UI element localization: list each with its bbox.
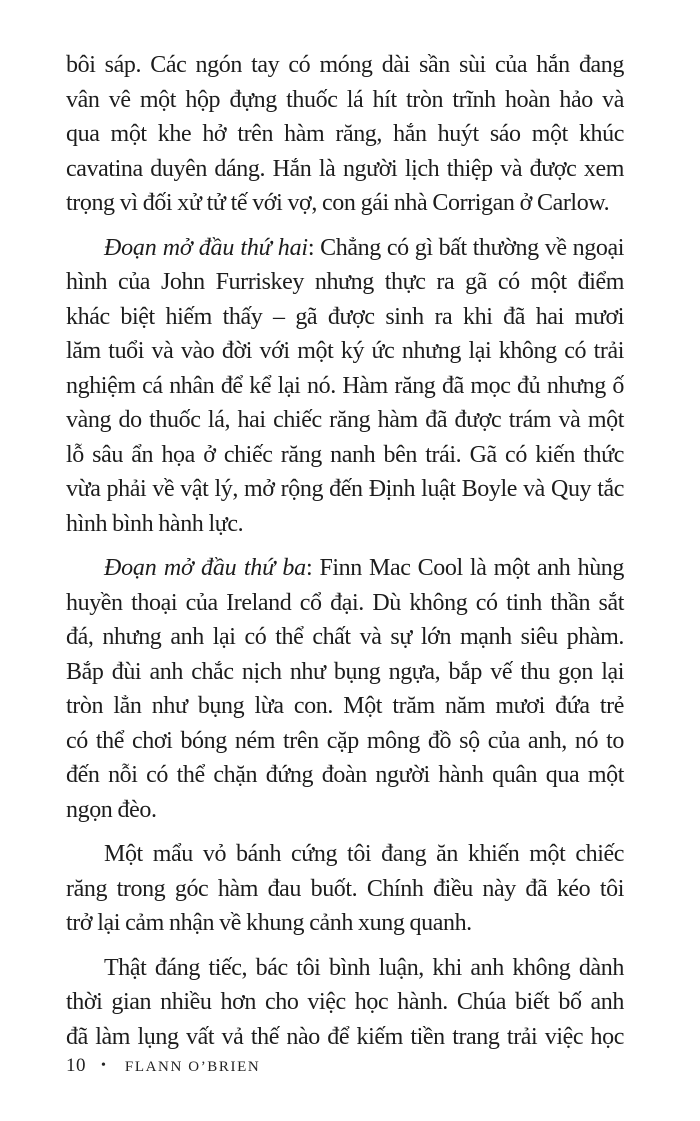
line-text: Một mẩu vỏ bánh cứng tôi đang ăn khiến một chiếc — [104, 841, 624, 867]
line-text: vân vê một hộp đựng thuốc lá hít tròn trĩnh hoàn hảo và — [66, 86, 624, 113]
bullet-separator-icon: • — [101, 1058, 106, 1073]
text-line — [66, 551, 624, 586]
page-footer — [66, 1055, 260, 1077]
line-text: lăm tuổi và vào đời với một ký ức nhưng lại không có trải — [66, 338, 624, 364]
line-text: trở lại cảm nhận về khung cảnh xung quanh. — [66, 910, 472, 936]
text-line — [66, 906, 624, 941]
text-line — [66, 985, 624, 1020]
line-text: tròn lẳn như bụng lừa con. Một trăm năm mươi đứa trẻ — [66, 693, 624, 719]
line-text: lỗ sâu ẩn họa ở chiếc răng nanh bên trái. Gã có kiến thức — [66, 441, 624, 468]
text-line — [66, 265, 624, 300]
paragraph — [66, 48, 624, 221]
text-line — [66, 689, 624, 724]
page-number: 10 — [66, 1055, 86, 1076]
text-line — [66, 83, 624, 118]
text-line — [66, 334, 624, 369]
text-line — [66, 231, 624, 266]
line-text: đá, nhưng anh lại có thể chất và sự lớn mạnh siêu phàm. — [66, 624, 624, 650]
text-line — [66, 472, 624, 507]
line-text: có thể chơi bóng ném trên cặp mông đồ sộ của anh, nó to — [66, 727, 624, 754]
text-line — [66, 837, 624, 872]
italic-lead: Đoạn mở đầu thứ hai — [104, 234, 308, 261]
text-line — [66, 152, 624, 187]
line-text: vừa phải về vật lý, mở rộng đến Định luật Boyle và Quy tắc — [66, 476, 624, 502]
line-text: răng trong góc hàm đau buốt. Chính điều này đã kéo tôi — [66, 875, 624, 902]
page-body — [66, 48, 624, 1054]
text-line — [66, 300, 624, 335]
text-line — [66, 1020, 624, 1055]
line-text: huyền thoại của Ireland cổ đại. Dù không có tinh thần sắt — [66, 589, 624, 616]
line-text: thời gian nhiều hơn cho việc học hành. Chúa biết bố anh — [66, 989, 624, 1015]
line-text: hình bình hành lực. — [66, 510, 244, 537]
text-line — [66, 586, 624, 621]
text-line — [66, 186, 624, 221]
text-line — [66, 48, 624, 83]
line-text: đến nỗi có thể chặn đứng đoàn người hành quân qua một — [66, 762, 624, 788]
line-text: trọng vì đối xử tử tế với vợ, con gái nhà Corrigan ở Carlow. — [66, 190, 610, 216]
paragraph — [66, 951, 624, 1055]
text-line — [66, 117, 624, 152]
text-line — [66, 793, 624, 828]
running-head: FLANN O’BRIEN — [124, 1059, 261, 1075]
text-line — [66, 507, 624, 542]
line-text: : Finn Mac Cool là một anh hùng — [305, 555, 624, 581]
text-line — [66, 403, 624, 438]
line-text: đã làm lụng vất vả thế nào để kiếm tiền trang trải việc học — [66, 1023, 624, 1050]
text-line — [66, 369, 624, 404]
line-text: ngọn đèo. — [66, 796, 157, 823]
text-line — [66, 951, 624, 986]
text-line — [66, 438, 624, 473]
paragraph — [66, 231, 624, 542]
line-text: cavatina duyên dáng. Hắn là người lịch thiệp và được xem — [66, 155, 624, 182]
paragraph — [66, 837, 624, 941]
text-line — [66, 620, 624, 655]
line-text: nghiệm cá nhân để kể lại nó. Hàm răng đã mọc đủ nhưng ố — [66, 372, 624, 399]
line-text: qua một khe hở trên hàm răng, hắn huýt sáo một khúc — [66, 121, 624, 147]
line-text: Thật đáng tiếc, bác tôi bình luận, khi anh không dành — [104, 954, 624, 981]
line-text: Bắp đùi anh chắc nịch như bụng ngựa, bắp vế thu gọn lại — [66, 658, 624, 685]
text-line — [66, 724, 624, 759]
line-text: : Chẳng có gì bất thường về ngoại — [307, 234, 624, 261]
line-text: bôi sáp. Các ngón tay có móng dài sần sùi của hắn đang — [66, 52, 624, 78]
line-text: hình của John Furriskey nhưng thực ra gã có một điểm — [66, 269, 624, 295]
line-text: vàng do thuốc lá, hai chiếc răng hàm đã được trám và một — [66, 407, 624, 433]
italic-lead: Đoạn mở đầu thứ ba — [104, 555, 306, 581]
text-line — [66, 872, 624, 907]
paragraph — [66, 551, 624, 827]
line-text: khác biệt hiếm thấy – gã được sinh ra khi đã hai mươi — [66, 303, 624, 330]
text-line — [66, 758, 624, 793]
text-line — [66, 655, 624, 690]
